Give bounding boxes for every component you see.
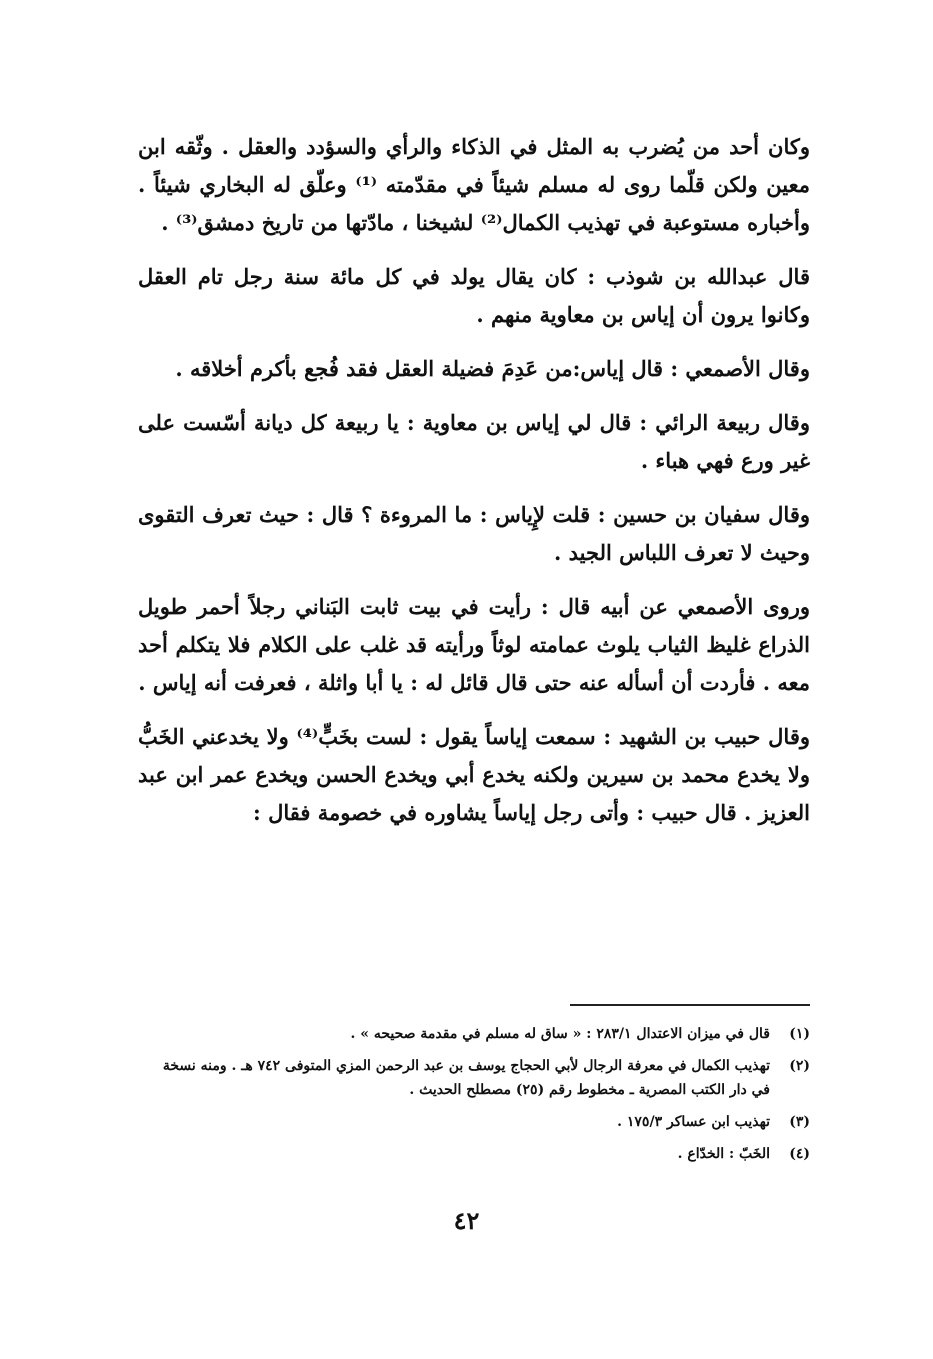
footnote-text: تهذيب الكمال في معرفة الرجال لأبي الحجاج يوسف بن عبد الرحمن المزي المتوفى ٧٤٢ هـ . ومنه نسخة في دار الكتب المصرية ـ مخطوط رقم (٢٥) مصطلح الحديث . bbox=[162, 1058, 770, 1098]
paragraph: قال عبدالله بن شوذب : كان يقال يولد في كل مائة سنة رجل تام العقل وكانوا يرون أن إياس بن معاوية منهم . bbox=[138, 264, 810, 327]
paragraph: وكان أحد من يُضرب به المثل في الذكاء والرأي والسؤدد والعقل . وثّقه ابن معين ولكن قلّما روى له مسلم شيئاً في مقدّمته ⁽¹⁾ وعلّق له البخاري شيئاً . وأخباره مستوعبة في تهذيب الكمال⁽²⁾ لشيخنا ، مادّتها من تاريخ دمشق⁽³⁾ . bbox=[138, 134, 810, 235]
footnote-separator bbox=[570, 1004, 810, 1006]
footnotes bbox=[148, 1022, 810, 1174]
paragraph: وقال حبيب بن الشهيد : سمعت إياساً يقول : لست بخَبٍّ⁽⁴⁾ ولا يخدعني الخَبُّ ولا يخدع محمد بن سيرين ولكنه يخدع أبي ويخدع الحسن ويخدع عمر ابن عبد العزيز . قال حبيب : وأتى رجل إياساً يشاوره في خصومة فقال : bbox=[138, 724, 810, 825]
main-text bbox=[138, 128, 810, 848]
paragraph: وقال الأصمعي : قال إياس:من عَدِمَ فضيلة العقل فقد فُجع بأكرم أخلاقه . bbox=[175, 356, 810, 381]
footnote-number: (٣) bbox=[789, 1114, 810, 1130]
footnote-text: تهذيب ابن عساكر ١٧٥/٣ . bbox=[617, 1114, 770, 1130]
footnote bbox=[148, 1054, 810, 1102]
page-number: ٤٢ bbox=[453, 1206, 480, 1235]
footnote-text: قال في ميزان الاعتدال ٢٨٣/١ : « ساق له مسلم في مقدمة صحيحه » . bbox=[350, 1026, 770, 1042]
footnote bbox=[148, 1110, 810, 1134]
footnote bbox=[148, 1022, 810, 1046]
footnote-number: (٢) bbox=[789, 1058, 810, 1074]
footnote-number: (٤) bbox=[789, 1146, 810, 1162]
footnote-text: الخَبّ : الخدّاع . bbox=[677, 1146, 770, 1162]
footnote bbox=[148, 1142, 810, 1166]
paragraph: وقال سفيان بن حسين : قلت لإِياس : ما المروءة ؟ قال : حيث تعرف التقوى وحيث لا تعرف اللباس الجيد . bbox=[138, 502, 810, 565]
footnote-number: (١) bbox=[789, 1026, 810, 1042]
paragraph: وروى الأصمعي عن أبيه قال : رأيت في بيت ثابت البَناني رجلاً أحمر طويل الذراع غليظ الثياب يلوث عمامته لوثاً ورأيته قد غلب على الكلام فلا يتكلم أحد معه . فأردت أن أسأله عنه حتى قال قائل له : يا أبا واثلة ، فعرفت أنه إياس . bbox=[138, 594, 810, 695]
paragraph: وقال ربيعة الرائي : قال لي إياس بن معاوية : يا ربيعة كل ديانة أسّست على غير ورع فهي هباء . bbox=[138, 410, 810, 473]
